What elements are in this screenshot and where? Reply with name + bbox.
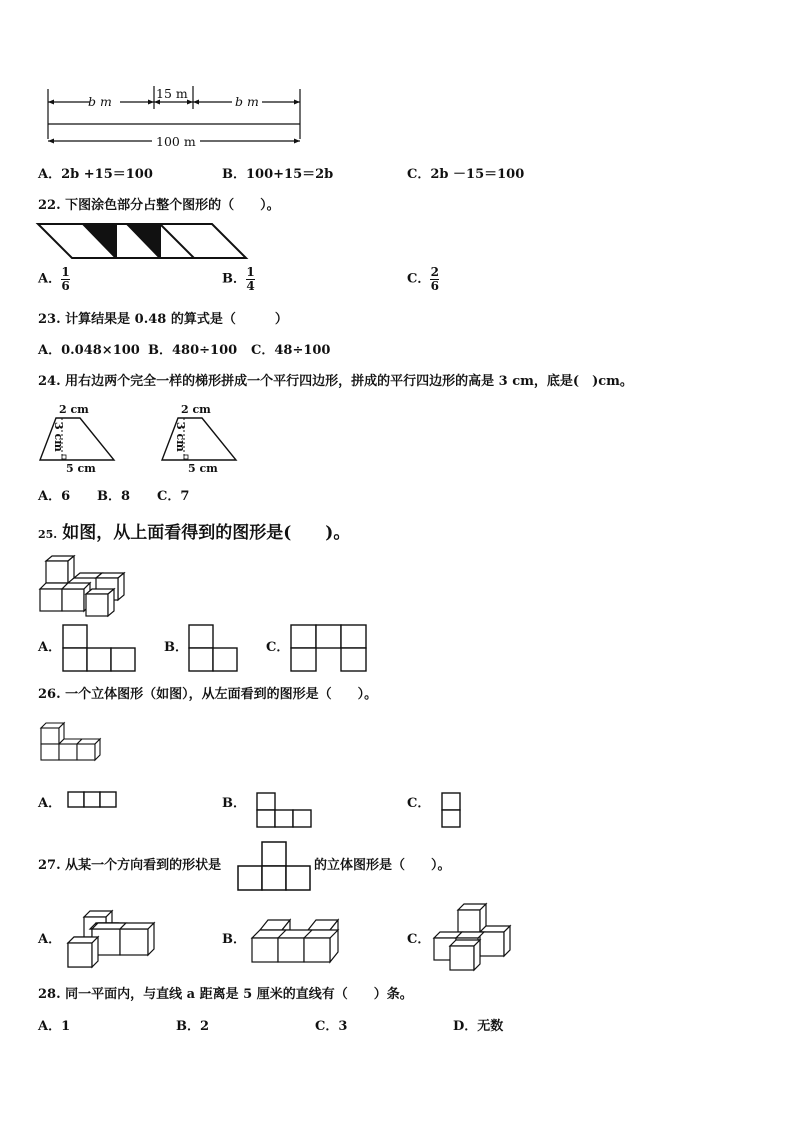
q23-option-c[interactable]: C．48÷100: [251, 343, 331, 358]
q22-option-b[interactable]: B． $\frac{1}{4}$: [222, 265, 255, 293]
q21-label-total: 100 m: [156, 134, 196, 149]
q26-option-c-shape[interactable]: [441, 792, 461, 830]
q28-option-b[interactable]: B．2: [176, 1019, 210, 1034]
q25-option-a-shape[interactable]: [62, 624, 138, 672]
q26-option-a-label[interactable]: A．: [38, 796, 62, 811]
q27-option-c-figure[interactable]: [432, 902, 516, 972]
q24-option-b[interactable]: B．8: [97, 489, 131, 504]
q23-option-a[interactable]: A．0.048×100: [38, 343, 140, 358]
q22-option-a[interactable]: A． $\frac{1}{6}$: [38, 265, 70, 293]
q25-option-c-label[interactable]: C．: [266, 640, 290, 655]
q27-question-end: 的立体图形是（ ）。: [314, 858, 451, 873]
q25-option-b-shape[interactable]: [188, 624, 240, 672]
q26-cube-figure: [40, 722, 104, 762]
q24-trap1-height-label: 3 cm: [52, 422, 65, 452]
q25-question: 25. 如图，从上面看得到的图形是( )。: [38, 523, 351, 543]
q24-trap2-bottom-label: 5 cm: [188, 462, 218, 475]
q27-option-b-figure[interactable]: [250, 912, 340, 964]
q22-question: 22. 下图涂色部分占整个图形的（ ）。: [38, 198, 280, 213]
q21-label-b-left: b m: [88, 94, 112, 109]
q25-option-c-shape[interactable]: [290, 624, 368, 672]
q27-question-start: 27. 从某一个方向看到的形状是: [38, 858, 222, 873]
q25-option-a-label[interactable]: A．: [38, 640, 62, 655]
q26-option-c-label[interactable]: C．: [407, 796, 431, 811]
q24-trap1-top-label: 2 cm: [59, 403, 89, 416]
q24-option-c[interactable]: C．7: [157, 489, 190, 504]
q23-question: 23. 计算结果是 0.48 的算式是（ ）: [38, 312, 288, 327]
q24-trap1-bottom-label: 5 cm: [66, 462, 96, 475]
q25-option-b-label[interactable]: B．: [164, 640, 188, 655]
q27-view-shape: [237, 841, 311, 891]
q27-option-b-label[interactable]: B．: [222, 932, 246, 947]
q22-parallelogram-figure: [38, 222, 248, 262]
q27-option-a-label[interactable]: A．: [38, 932, 62, 947]
q23-option-b[interactable]: B．480÷100: [148, 343, 238, 358]
q24-option-a[interactable]: A．6: [38, 489, 71, 504]
q21-option-c[interactable]: C．2b －15＝100: [407, 167, 525, 182]
q26-question: 26. 一个立体图形（如图），从左面看到的图形是（ ）。: [38, 687, 378, 702]
q22-option-c[interactable]: C． $\frac{2}{6}$: [407, 265, 440, 293]
q27-option-c-label[interactable]: C．: [407, 932, 431, 947]
q28-question: 28. 同一平面内，与直线 a 距离是 5 厘米的直线有（ ）条。: [38, 987, 413, 1002]
q21-label-15: 15 m: [156, 86, 188, 101]
q26-option-b-shape[interactable]: [256, 792, 312, 830]
q28-option-d[interactable]: D．无数: [453, 1019, 504, 1034]
q24-trap2-height-label: 3 cm: [174, 422, 187, 452]
q24-question: 24. 用右边两个完全一样的梯形拼成一个平行四边形，拼成的平行四边形的高是 3 cm，底是( )cm。: [38, 374, 633, 389]
q26-option-a-shape[interactable]: [67, 791, 119, 809]
q27-option-a-figure[interactable]: [66, 910, 156, 970]
q21-option-b[interactable]: B．100+15＝2b: [222, 167, 334, 182]
q21-option-a[interactable]: A．2b +15＝100: [38, 167, 153, 182]
q28-option-a[interactable]: A．1: [38, 1019, 71, 1034]
q24-trap2-top-label: 2 cm: [181, 403, 211, 416]
q26-option-b-label[interactable]: B．: [222, 796, 246, 811]
q21-label-b-right: b m: [235, 94, 259, 109]
q25-cube-figure: [38, 556, 128, 616]
q28-option-c[interactable]: C．3: [315, 1019, 348, 1034]
